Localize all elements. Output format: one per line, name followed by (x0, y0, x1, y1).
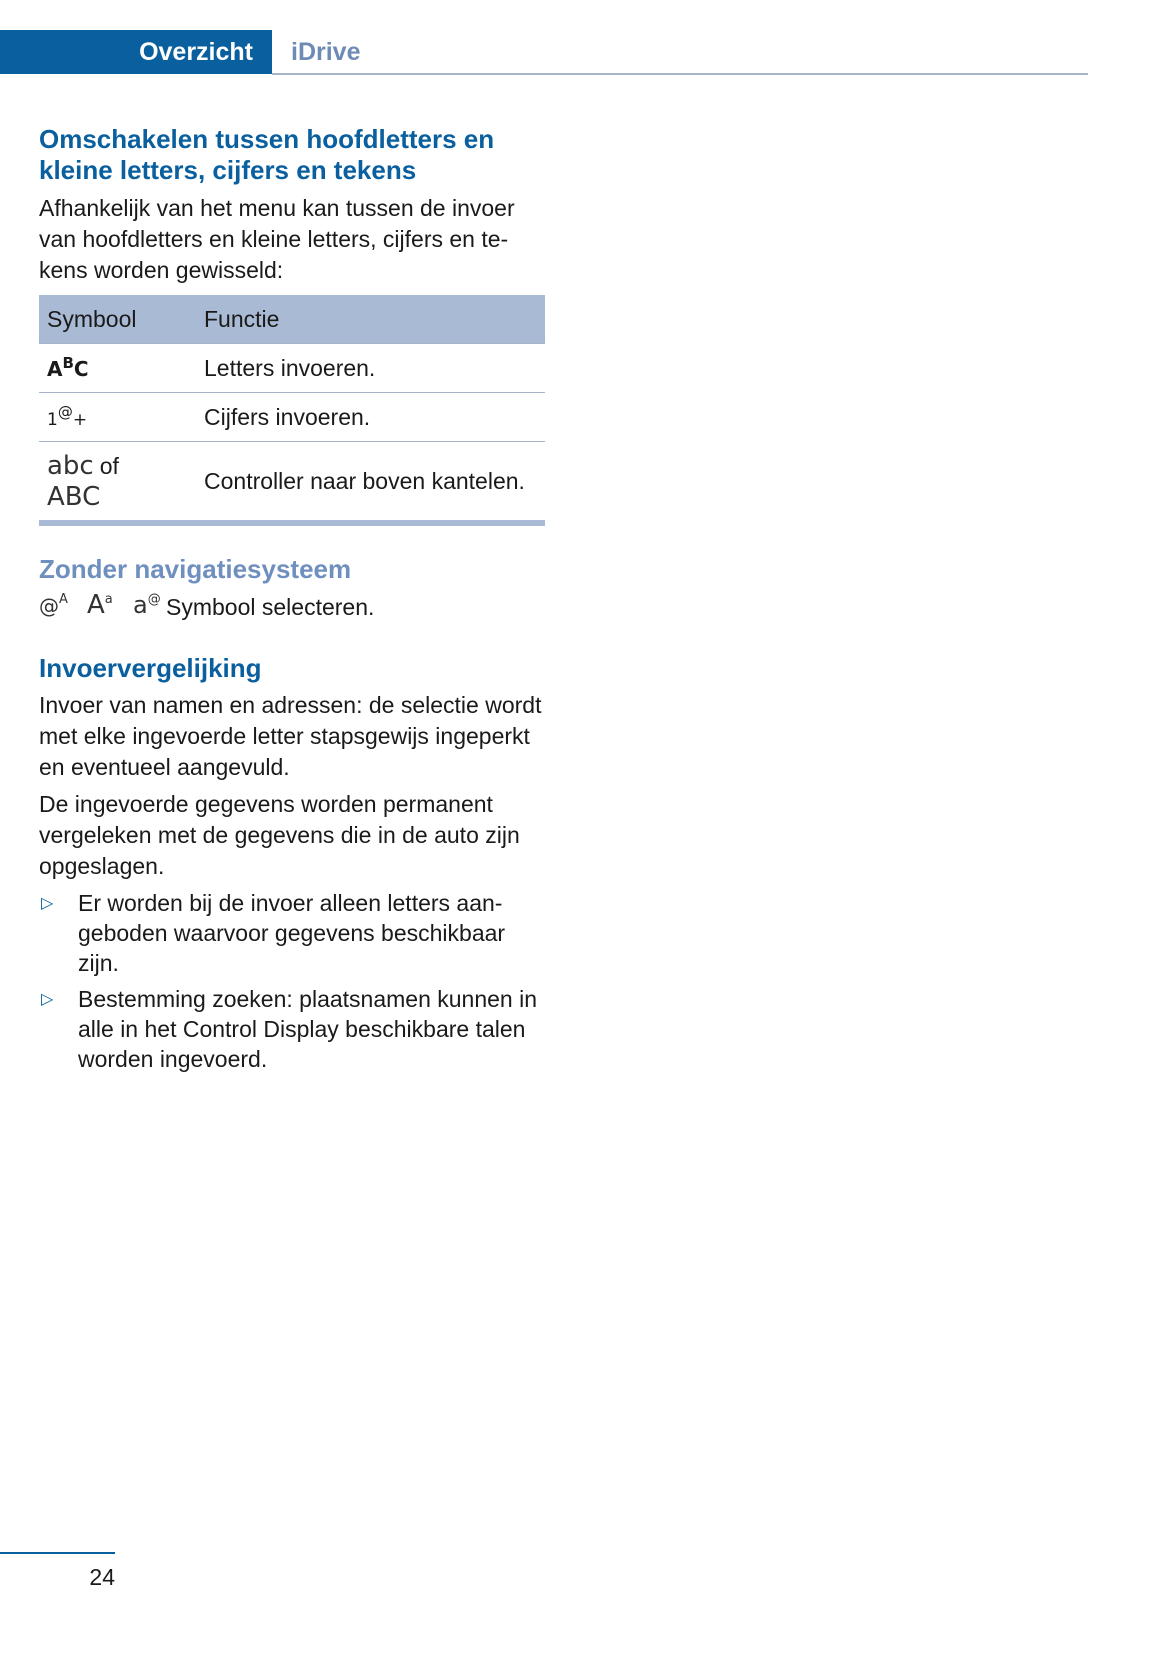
list-item (39, 888, 545, 978)
a-at-icon: a@ (133, 591, 161, 619)
table-row (39, 393, 545, 442)
table-cell-function: Cijfers invoeren. (204, 393, 545, 442)
symbol-select-text: Symbool selecteren. (166, 594, 375, 620)
list-item-text: Er worden bij de invoer alleen letters aangeboden waarvoor gegevens beschikbaar zijn. (78, 890, 506, 976)
section-intro: Afhankelijk van het menu kan tussen de invoer van hoofdletters en kleine letters, cijfers en tekens worden gewisseld: (39, 195, 515, 283)
letters-mode-icon: $A^BC$ (47, 353, 89, 381)
symbol-table (39, 295, 545, 526)
letters-symbol-cell (39, 344, 204, 393)
section-title-case-switch: Omschakelen tussen hoofdletters en kleine letters, cijfers en tekens (39, 124, 495, 185)
header-divider (272, 73, 1088, 75)
case-symbol-cell (39, 442, 204, 524)
section-title-input-matching: Invoervergelijking (39, 653, 262, 683)
a-case-icon: $A^a$ (87, 590, 113, 620)
symbol-joiner: of (99, 452, 119, 479)
at-a-icon: @$^A$ (39, 591, 68, 618)
table-row (39, 442, 545, 524)
table-header-row (39, 295, 545, 344)
uppercase-symbol: ABC (47, 481, 101, 512)
table-header-symbol: Symbool (39, 295, 204, 344)
triangle-bullet-icon: ▷ (41, 989, 54, 1008)
bullet-list (39, 888, 545, 1074)
table-row (39, 344, 545, 393)
list-item (39, 984, 545, 1074)
lowercase-symbol: abc (47, 450, 94, 481)
header-section-tab: Overzicht (0, 30, 272, 74)
symbol-select-line (39, 590, 545, 625)
list-item-text: Bestemming zoeken: plaatsnamen kunnen in alle in het Control Display beschikbare talen worden ingevoerd. (78, 986, 538, 1072)
page-number: 24 (89, 1564, 115, 1590)
numbers-symbol-cell (39, 393, 204, 442)
footer-divider (0, 1552, 115, 1554)
numbers-mode-icon: 1@+ (47, 402, 88, 430)
triangle-bullet-icon: ▷ (41, 893, 54, 912)
content-column (39, 124, 545, 1074)
header-topic: iDrive (291, 38, 361, 66)
table-cell-function: Letters invoeren. (204, 344, 545, 393)
table-header-function: Functie (204, 295, 545, 344)
paragraph: De ingevoerde gegevens worden permanent vergeleken met de gegevens die in de auto zijn opgeslagen. (39, 791, 520, 879)
paragraph: Invoer van namen en adressen: de selectie wordt met elke ingevoerde letter stapsgewijs ingeperkt en eventueel aangevuld. (39, 692, 542, 780)
table-cell-function: Controller naar boven kantelen. (204, 442, 545, 524)
section-title-no-navigation: Zonder navigatiesysteem (39, 554, 352, 584)
